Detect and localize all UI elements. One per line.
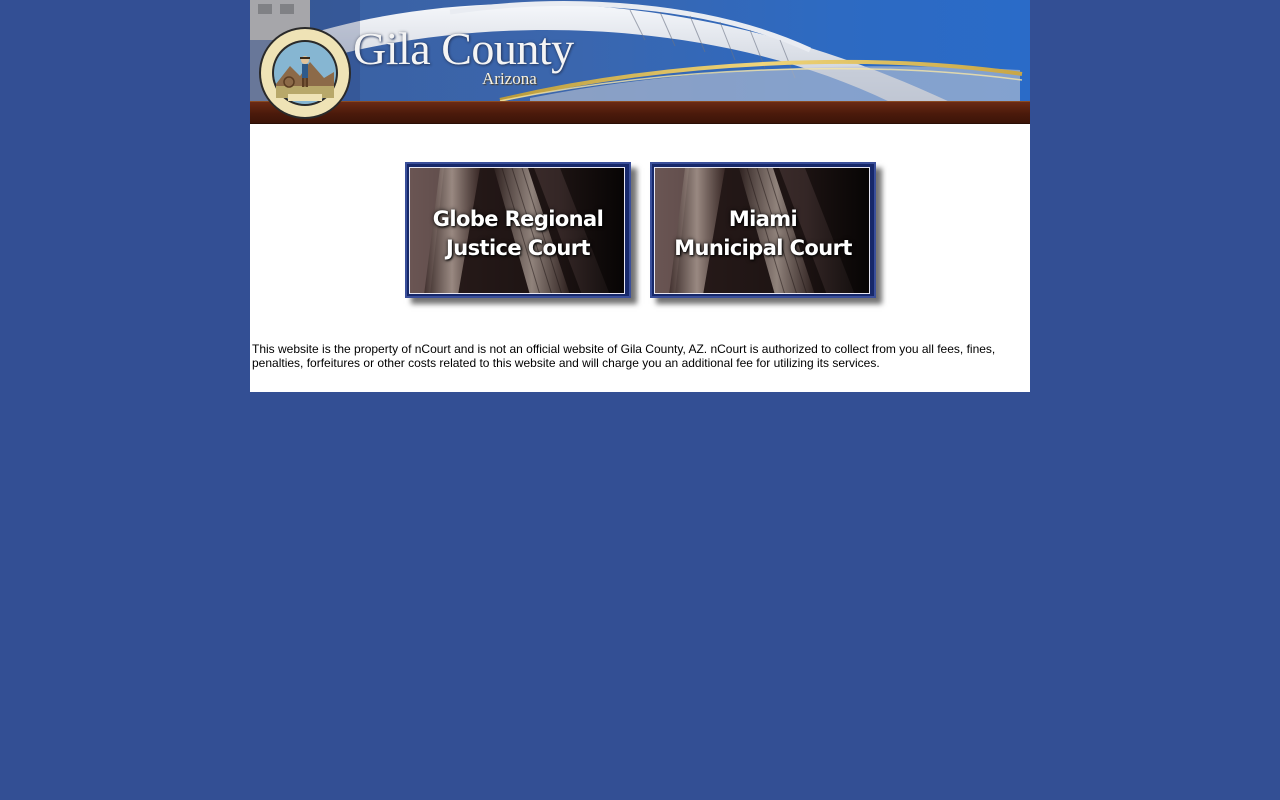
court-button-image [409, 167, 625, 294]
county-title: Gila County [353, 23, 574, 74]
court-label [410, 205, 625, 263]
disclaimer-line2: penalties, forfeitures or other costs related to this website and will charge you an additional fee for utilizing its services. [252, 356, 880, 370]
court-label-line2: Justice Court [446, 236, 590, 260]
court-label-line1: Miami [728, 207, 798, 231]
globe-regional-justice-court-button[interactable] [405, 162, 631, 298]
county-seal-icon [258, 26, 352, 120]
miami-municipal-court-button[interactable] [650, 162, 876, 298]
header-banner [250, 0, 1030, 124]
disclaimer-text [252, 342, 1022, 370]
court-label [655, 205, 870, 263]
disclaimer-line1: This website is the property of nCourt and is not an official website of Gila County, AZ. nCourt is authorized to collect from you all fees, fines, [252, 342, 996, 356]
banner-bar [250, 101, 1030, 124]
court-button-image [654, 167, 870, 294]
court-label-line2: Municipal Court [674, 236, 852, 260]
court-label-line1: Globe Regional [432, 207, 604, 231]
content-panel [250, 0, 1030, 392]
state-subtitle: Arizona [482, 69, 537, 88]
